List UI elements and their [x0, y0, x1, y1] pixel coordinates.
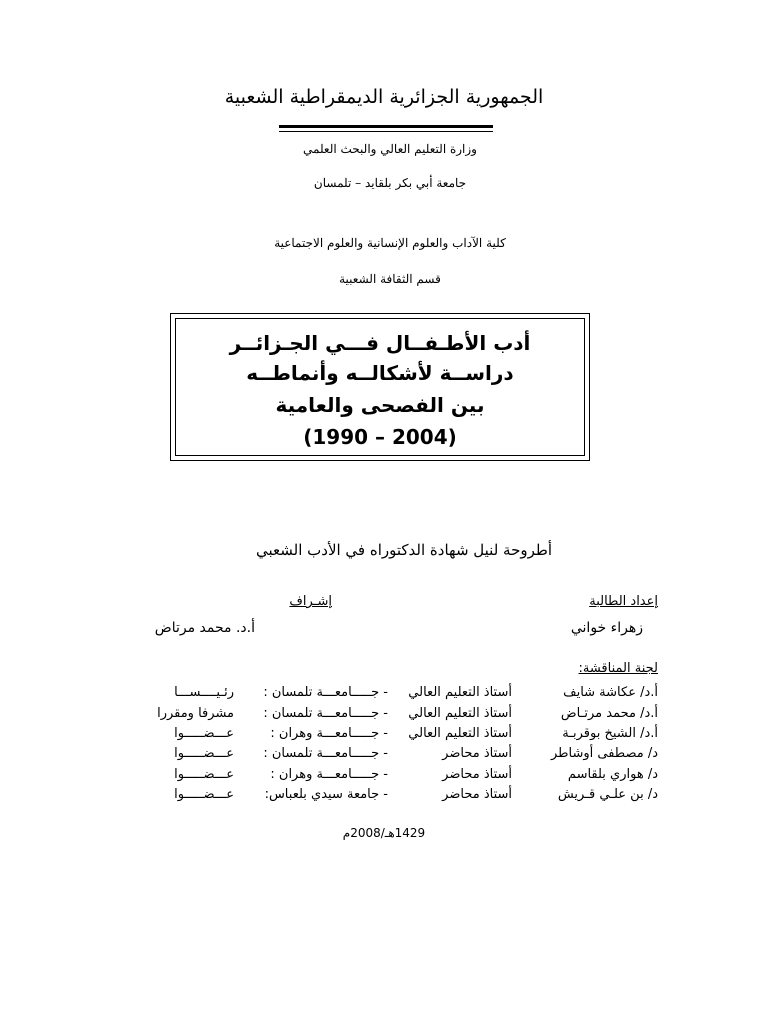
committee-row [0, 767, 768, 785]
committee-row [0, 726, 768, 744]
member-rank: أستاذ محاضر [442, 746, 512, 761]
member-name: د/ مصطفى أوشاطر [550, 746, 658, 761]
preparation-label: إعداد الطالبة [589, 594, 658, 609]
republic-heading: الجمهورية الجزائرية الديمقراطية الشعبية [224, 86, 544, 108]
committee-row [0, 706, 768, 724]
hijri-gregorian-date: 1429هـ/2008م [342, 826, 426, 840]
member-name: د/ بن علـي قـريش [557, 787, 658, 802]
member-role: عـــضـــــوا [174, 787, 234, 802]
title-box [170, 313, 590, 461]
member-name: أ.د/ عكاشة شايف [563, 685, 658, 700]
university-line: جامعة أبي بكر بلقايد – تلمسان [313, 176, 467, 190]
member-university: - جامعة سيدي بلعباس: [264, 787, 388, 802]
supervisor-name: أ.د. محمد مرتاض [154, 620, 255, 636]
department-line: قسم الثقافة الشعبية [339, 272, 441, 286]
committee-row [0, 685, 768, 703]
member-role: مشرفا ومقررا [157, 706, 234, 721]
member-name: د/ هواري بلقاسم [567, 767, 658, 782]
member-university: - جـــــامعـــة تلمسان : [263, 746, 388, 761]
ministry-line: وزارة التعليم العالي والبحث العلمي [303, 142, 477, 156]
faculty-line: كلية الآداب والعلوم الإنسانية والعلوم الاجتماعية [274, 236, 506, 250]
member-role: عـــضـــــوا [174, 746, 234, 761]
member-role: عـــضـــــوا [174, 726, 234, 741]
member-rank: أستاذ التعليم العالي [408, 706, 512, 721]
member-name: أ.د/ محمد مرتـاض [560, 706, 658, 721]
committee-row [0, 787, 768, 805]
title-line-2: دراســة لأشكالــه وأنماطــه [246, 361, 514, 385]
thesis-statement: أطروحة لنيل شهادة الدكتوراه في الأدب الشعبي [255, 541, 552, 559]
heading-rule-thin [279, 131, 493, 132]
committee-title: لجنة المناقشة: [578, 661, 658, 676]
member-rank: أستاذ التعليم العالي [408, 726, 512, 741]
member-university: - جـــــامعـــة تلمسان : [263, 685, 388, 700]
member-university: - جـــــامعـــة وهران : [270, 726, 388, 741]
member-rank: أستاذ محاضر [442, 767, 512, 782]
title-period: (1990 – 2004) [303, 425, 457, 449]
title-line-1: أدب الأطـفــال فـــي الجـزائــر [229, 331, 531, 355]
member-rank: أستاذ التعليم العالي [408, 685, 512, 700]
student-name: زهراء خواني [570, 620, 643, 636]
member-role: عـــضـــــوا [174, 767, 234, 782]
committee-row [0, 746, 768, 764]
member-role: رئـيــــســـا [174, 685, 234, 700]
member-university: - جـــــامعـــة تلمسان : [263, 706, 388, 721]
supervision-label: إشـراف [289, 594, 332, 609]
title-box-inner-border [175, 318, 585, 456]
heading-rule-thick [279, 125, 493, 128]
title-line-3: بين الفصحى والعامية [275, 393, 485, 417]
member-university: - جـــــامعـــة وهران : [270, 767, 388, 782]
member-name: أ.د/ الشيخ بوقربـة [562, 726, 658, 741]
member-rank: أستاذ محاضر [442, 787, 512, 802]
